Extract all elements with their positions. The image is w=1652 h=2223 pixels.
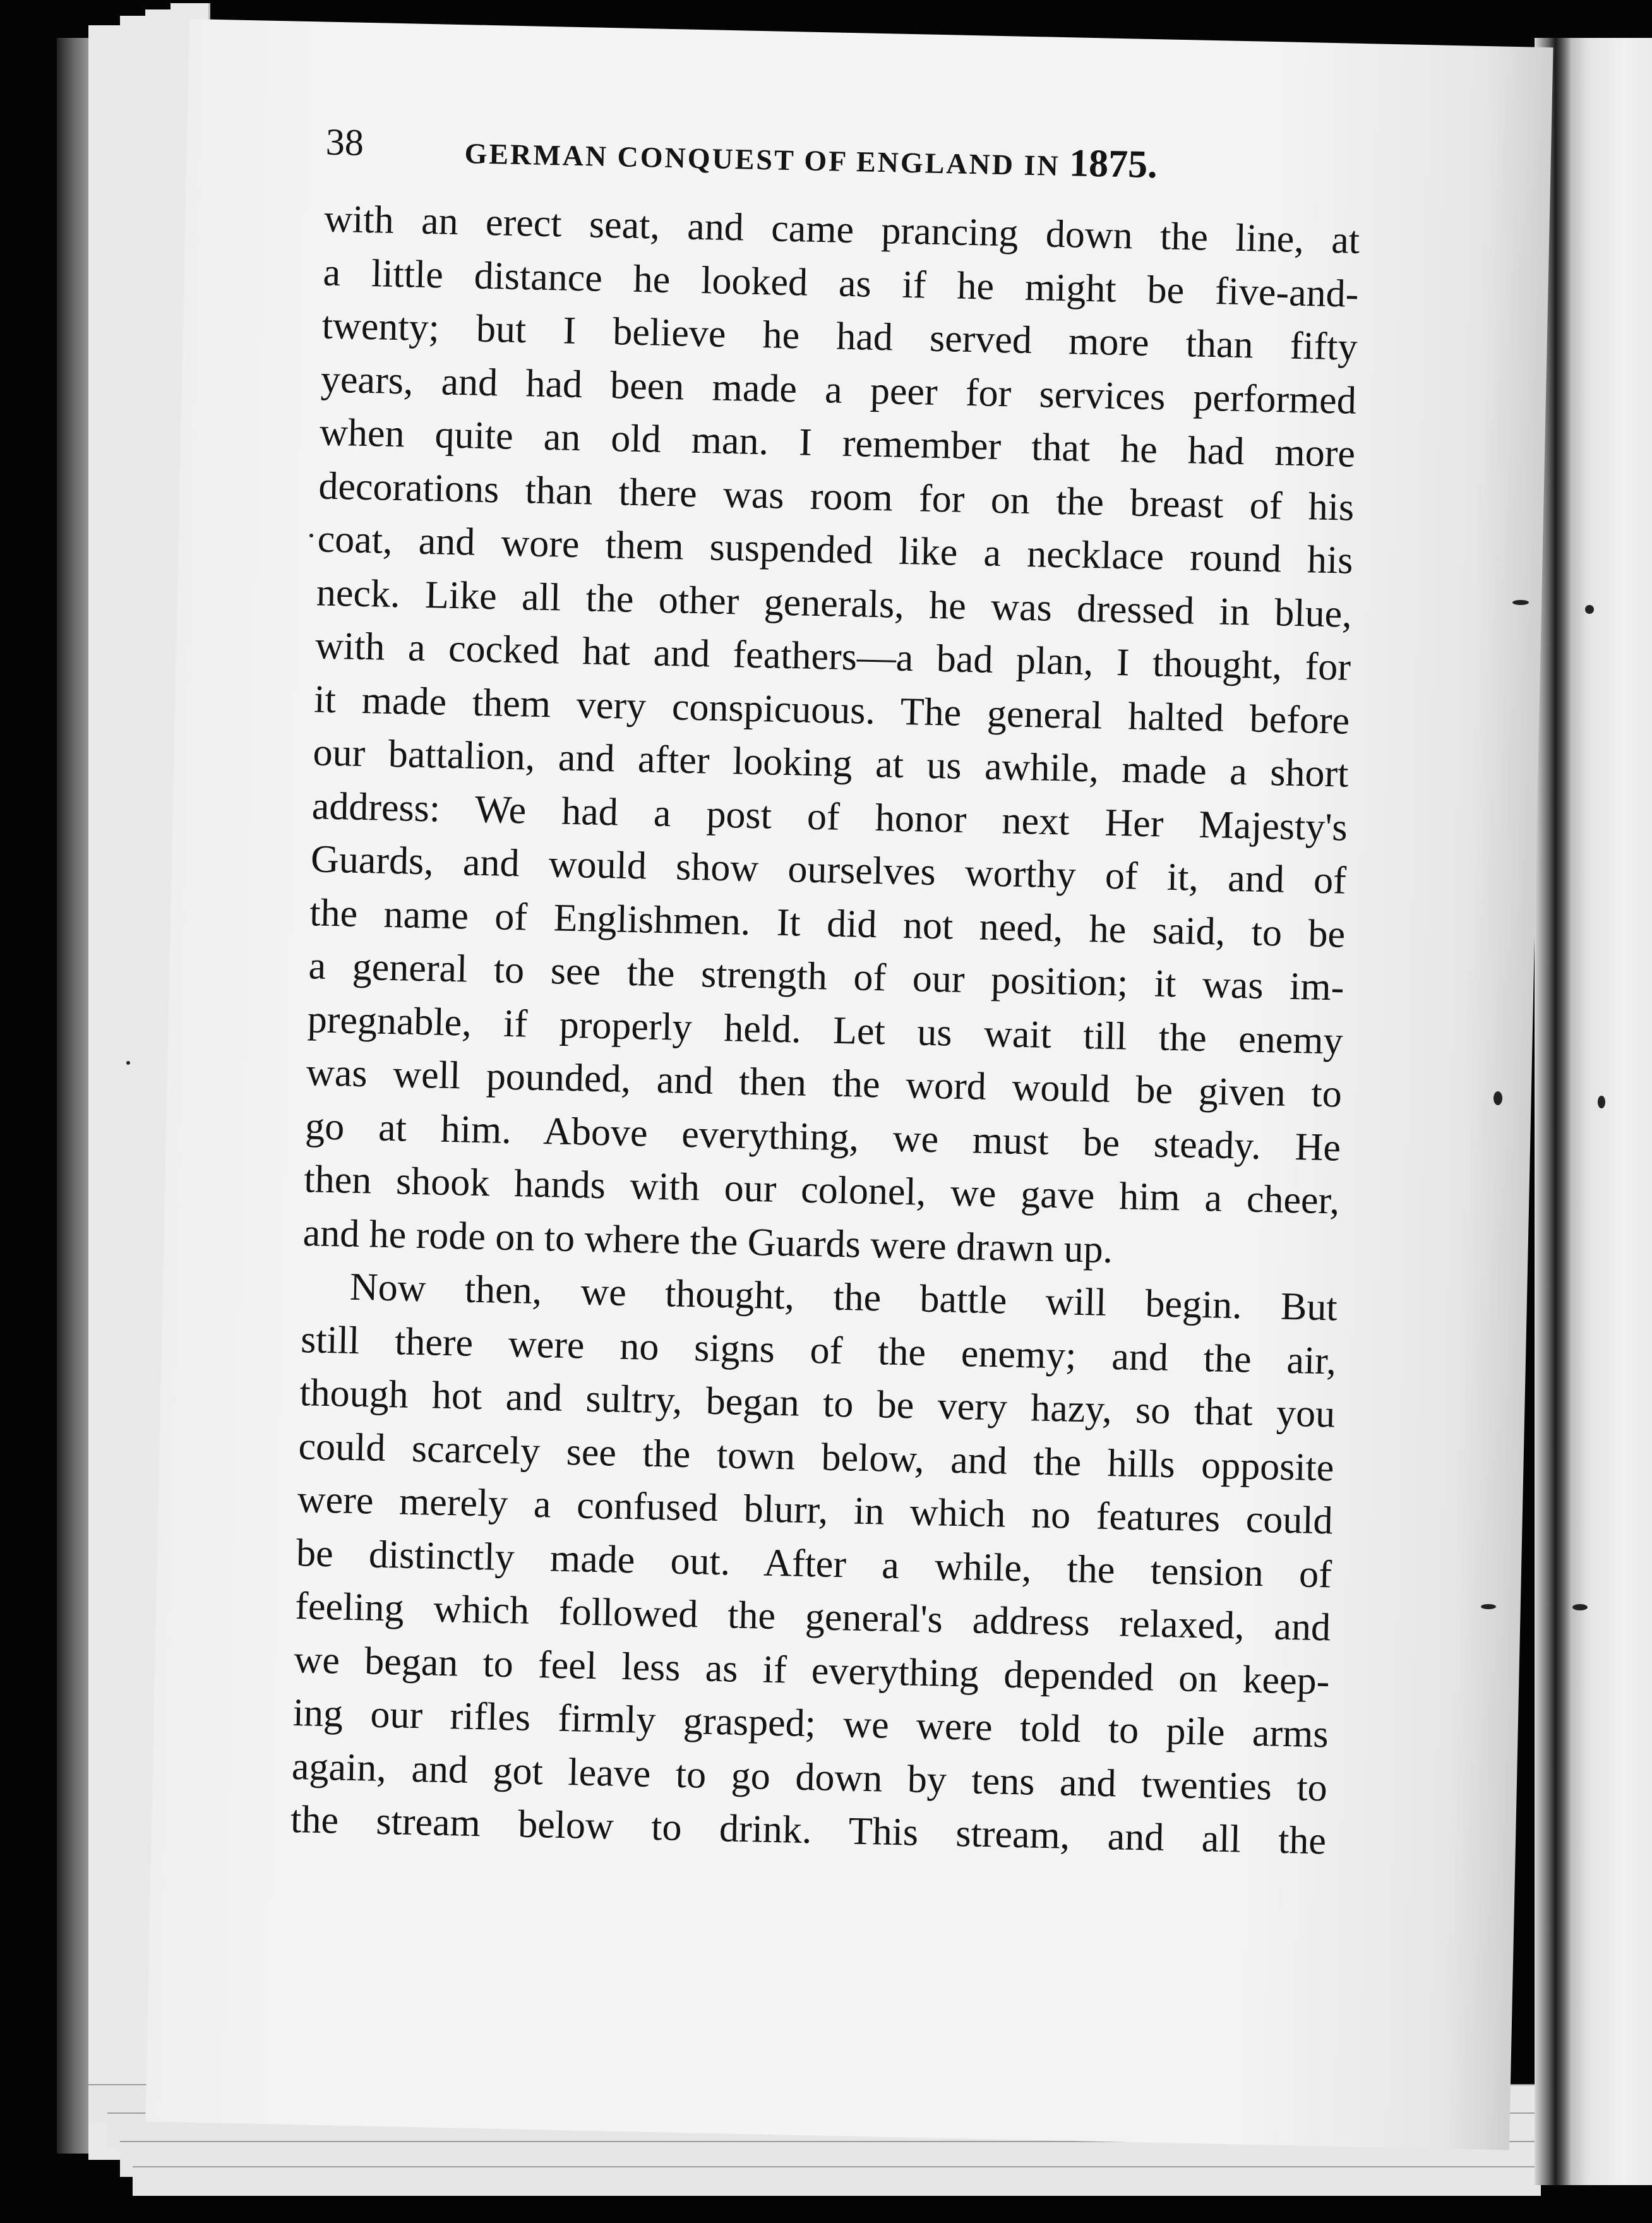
- scan-speck: [126, 1061, 130, 1065]
- book-page: [145, 19, 1553, 2150]
- text-line: still there were no signs of the enemy; and the air,: [300, 1317, 1337, 1382]
- facing-page-edge: [1563, 38, 1652, 2185]
- scan-speck: [1585, 605, 1594, 614]
- text-line: years, and had been made a peer for services performed: [320, 357, 1357, 422]
- text-line: though hot and sultry, began to be very hazy, so that you: [299, 1371, 1336, 1436]
- text-line: could scarcely see the town below, and the hills opposite: [298, 1424, 1335, 1489]
- running-title-text: GERMAN CONQUEST OF ENGLAND IN: [464, 137, 1061, 182]
- text-line: decorations than there was room for on the breast of his: [318, 464, 1355, 529]
- text-line: we began to feel less as if everything depended on keep-: [293, 1638, 1330, 1703]
- page-text: [290, 117, 1362, 1868]
- text-line: a general to see the strength of our position; it was im-: [308, 944, 1344, 1009]
- text-line: Guards, and would show ourselves worthy of it, and of: [310, 837, 1347, 902]
- text-line: and he rode on to where the Guards were drawn up.: [302, 1211, 1113, 1271]
- text-line: were merely a confused blurr, in which no features could: [297, 1478, 1334, 1543]
- text-line: Now then, we thought, the battle will begin. But: [349, 1265, 1338, 1329]
- page-edge-bottom: [133, 2166, 1541, 2196]
- text-line: neck. Like all the other generals, he was dressed in blue,: [316, 570, 1353, 636]
- text-line: feeling which followed the general's address relaxed, and: [294, 1585, 1331, 1650]
- scan-speck: [1481, 1604, 1496, 1609]
- text-line: the stream below to drink. This stream, and all the: [290, 1797, 1327, 1863]
- text-line: a little distance he looked as if he might be five-and-: [322, 251, 1360, 316]
- text-line: with a cocked hat and feathers—a bad plan, I thought, for: [314, 624, 1351, 689]
- text-line: be distinctly made out. After a while, the tension of: [296, 1531, 1332, 1596]
- text-line: pregnable, if properly held. Let us wait till the enemy: [307, 997, 1344, 1063]
- text-line: it made them very conspicuous. The general halted before: [313, 677, 1350, 743]
- text-line: ing our rifles firmly grasped; we were told to pile arms: [292, 1691, 1329, 1756]
- text-line: address: We had a post of honor next Her Majesty's: [311, 784, 1348, 849]
- text-line: twenty; but I believe he had served more than fifty: [321, 304, 1358, 369]
- text-line: when quite an old man. I remember that he had more: [319, 410, 1356, 476]
- running-title: [464, 128, 1158, 190]
- text-line: coat, and wore them suspended like a necklace round his: [317, 517, 1354, 582]
- scan-speck: [1572, 1604, 1588, 1610]
- text-line: go at him. Above everything, we must be steady. He: [304, 1104, 1341, 1170]
- scan-speck: [1512, 600, 1529, 605]
- text-line: was well pounded, and then the word would be given to: [306, 1051, 1343, 1116]
- scan-speck: [309, 534, 313, 537]
- scan-speck: [1598, 1096, 1605, 1108]
- page-number: 38: [325, 121, 364, 164]
- text-line: with an erect seat, and came prancing down the line, at: [323, 197, 1360, 262]
- text-line: then shook hands with our colonel, we gave him a cheer,: [303, 1158, 1340, 1223]
- scan-speck: [1493, 1091, 1502, 1105]
- running-title-year: 1875.: [1068, 141, 1158, 187]
- text-line: our battalion, and after looking at us awhile, made a short: [313, 731, 1350, 796]
- text-line: the name of Englishmen. It did not need, he said, to be: [309, 890, 1346, 956]
- text-line: again, and got leave to go down by tens and twenties to: [291, 1744, 1328, 1809]
